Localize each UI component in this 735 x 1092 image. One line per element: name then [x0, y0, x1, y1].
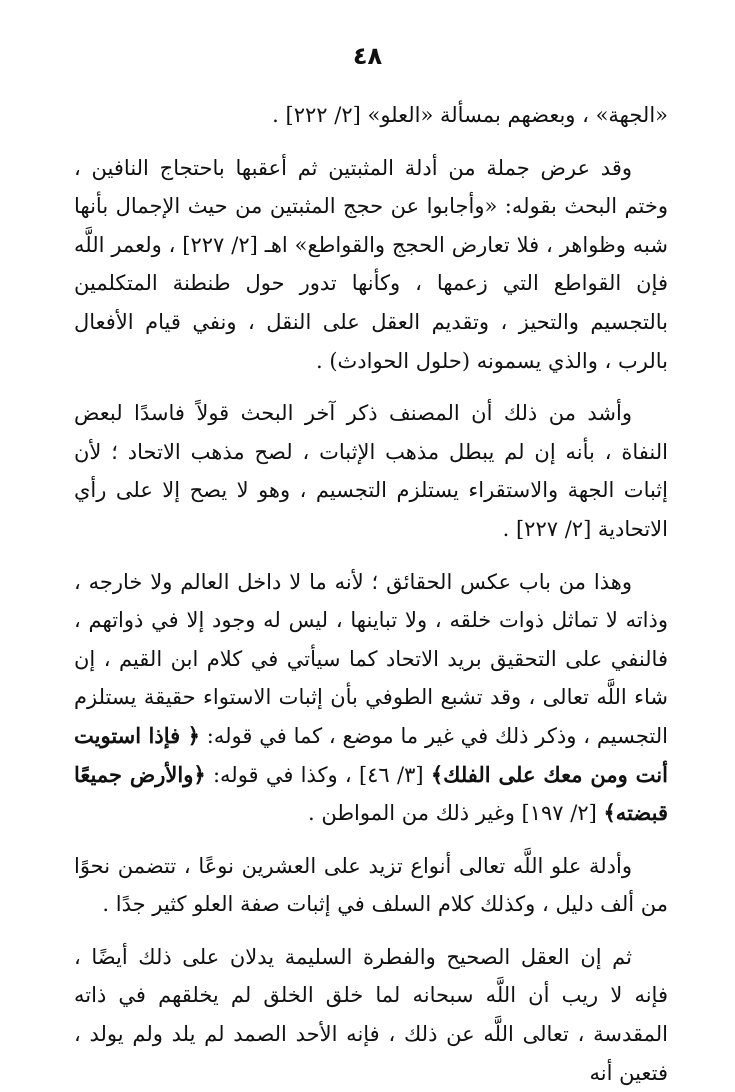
- paragraph-2-text: وقد عرض جملة من أدلة المثبتين ثم أعقبها باحتجاج النافين ، وختم البحث بقوله: «وأجابوا عن حجج المثبتين من حيث الإجمال بأنها شبه وظواهر ، فلا تعارض الحجج والقواطع» اهـ [٢/ ٢٢٧] ، ولعمر اللَّه فإن القواطع التي زعمها ، وكأنها تدور حول طنطنة المتكلمين بالتجسيم والتحيز ، وتقديم العقل على النقل ، ونفي قيام الأفعال بالرب ، والذي يسمونه (حلول الحوادث) .: [74, 155, 668, 373]
- page-number: ٤٨: [352, 42, 383, 70]
- paragraph-3: [74, 394, 668, 548]
- paragraph-4-text-b: [٣/ ٤٦] ، وكذا في قوله:: [205, 762, 431, 787]
- paragraph-6: [74, 938, 668, 1092]
- paragraph-5: [74, 847, 668, 924]
- paragraph-6-text: ثم إن العقل الصحيح والفطرة السليمة يدلان على ذلك أيضًا ، فإنه لا ريب أن اللَّه سبحانه لما خلق الخلق لم يخلقهم في ذاته المقدسة ، تعالى اللَّه عن ذلك ، فإنه الأحد الصمد لم يلد ولم يولد ، فتعين أنه: [74, 944, 668, 1085]
- quran-quote-1: ﴿ فإذا استويت أنت ومن معك على الفلك﴾: [74, 722, 668, 787]
- paragraph-3-text: وأشد من ذلك أن المصنف ذكر آخر البحث قولاً فاسدًا لبعض النفاة ، بأنه إن لم يبطل مذهب الإثبات ، لصح مذهب الاتحاد ؛ لأن إثبات الجهة والاستقراء يستلزم التجسيم ، وهو لا يصح إلا على رأي الاتحادية [٢/ ٢٢٧] .: [74, 401, 668, 541]
- paragraph-4-text-a: وهذا من باب عكس الحقائق ؛ لأنه ما لا داخل العالم ولا خارجه ، وذاته لا تماثل ذوات خلقه ، ولا تباينها ، ليس له وجود إلا في ذواتهم ، فالنفي على التحقيق بريد الاتحاد كما سيأتي في كلام ابن القيم ، إن شاء اللَّه تعالى ، وقد تشبع الطوفي بأن إثبات الاستواء حقيقة يستلزم التجسيم ، وذكر ذلك في غير ما موضع ، كما في قوله:: [74, 569, 668, 748]
- paragraph-5-text: وأدلة علو اللَّه تعالى أنواع تزيد على العشرين نوعًا ، تتضمن نحوًا من ألف دليل ، وكذلك كلام السلف في إثبات صفة العلو كثير جدًا .: [74, 853, 668, 917]
- paragraph-2: [74, 149, 668, 381]
- quran-quote-2: ﴿والأرض جميعًا قبضته﴾: [74, 761, 668, 826]
- paragraph-4: [74, 563, 668, 833]
- paragraph-1-text: «الجهة» ، وبعضهم بمسألة «العلو» [٢/ ٢٢٢] .: [272, 103, 668, 127]
- paragraph-4-text-c: [٢/ ١٩٧] وغير ذلك من المواطن .: [308, 801, 604, 826]
- body-text: [74, 96, 668, 1092]
- paragraph-1: [74, 96, 668, 135]
